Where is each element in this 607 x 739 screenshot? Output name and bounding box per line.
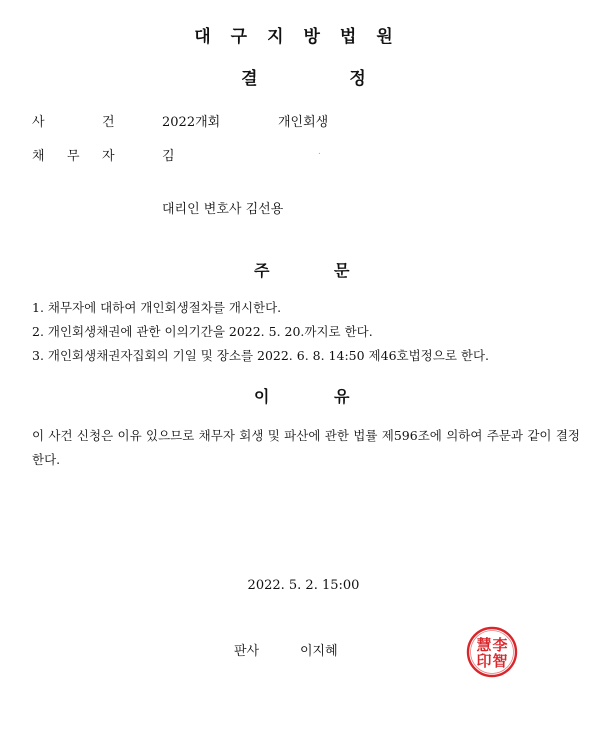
order-item: 3. 개인회생채권자집회의 기일 및 장소를 2022. 6. 8. 14:50 제46호법정으로 한다. [32,348,490,363]
case-label-1: 사 [32,115,45,130]
svg-text:智: 智 [492,652,508,670]
case-label-2: 건 [102,115,115,130]
debtor-name: 김 [162,149,175,164]
order-list [32,296,592,368]
case-name: 개인회생 [278,115,329,130]
svg-text:李: 李 [492,636,508,654]
svg-text:慧: 慧 [476,636,492,654]
order-heading-left: 주 [254,261,270,280]
case-number: 2022개회 [162,115,221,130]
debtor-label-1: 채 [32,149,45,164]
debtor-redaction-dot: . [318,147,321,157]
decision-date: 2022. 5. 2. 15:00 [247,578,360,593]
judge-seal-stamp [466,626,518,678]
representative: 대리인 변호사 김선용 [162,202,284,217]
order-item: 2. 개인회생채권에 관한 이의기간을 2022. 5. 20.까지로 한다. [32,324,373,339]
reason-heading-left: 이 [254,387,270,406]
debtor-label-2: 무 [67,149,80,164]
reason-text: 이 사건 신청은 이유 있으므로 채무자 회생 및 파산에 관한 법률 제596조에 의하여 주문과 같이 결정한다. [32,428,580,467]
debtor-label-3: 자 [102,149,115,164]
court-title: 대구지방법원 [194,27,413,47]
judge-name: 이지혜 [300,644,338,659]
order-item: 1. 채무자에 대하여 개인회생절차를 개시한다. [32,300,282,315]
order-heading-right: 문 [334,261,350,280]
document-type [0,64,607,89]
svg-text:印: 印 [476,652,492,670]
document-type-left: 결 [241,69,258,89]
document-type-right: 정 [349,69,366,89]
reason-heading-right: 유 [334,387,350,406]
judge-title: 판사 [234,644,260,659]
